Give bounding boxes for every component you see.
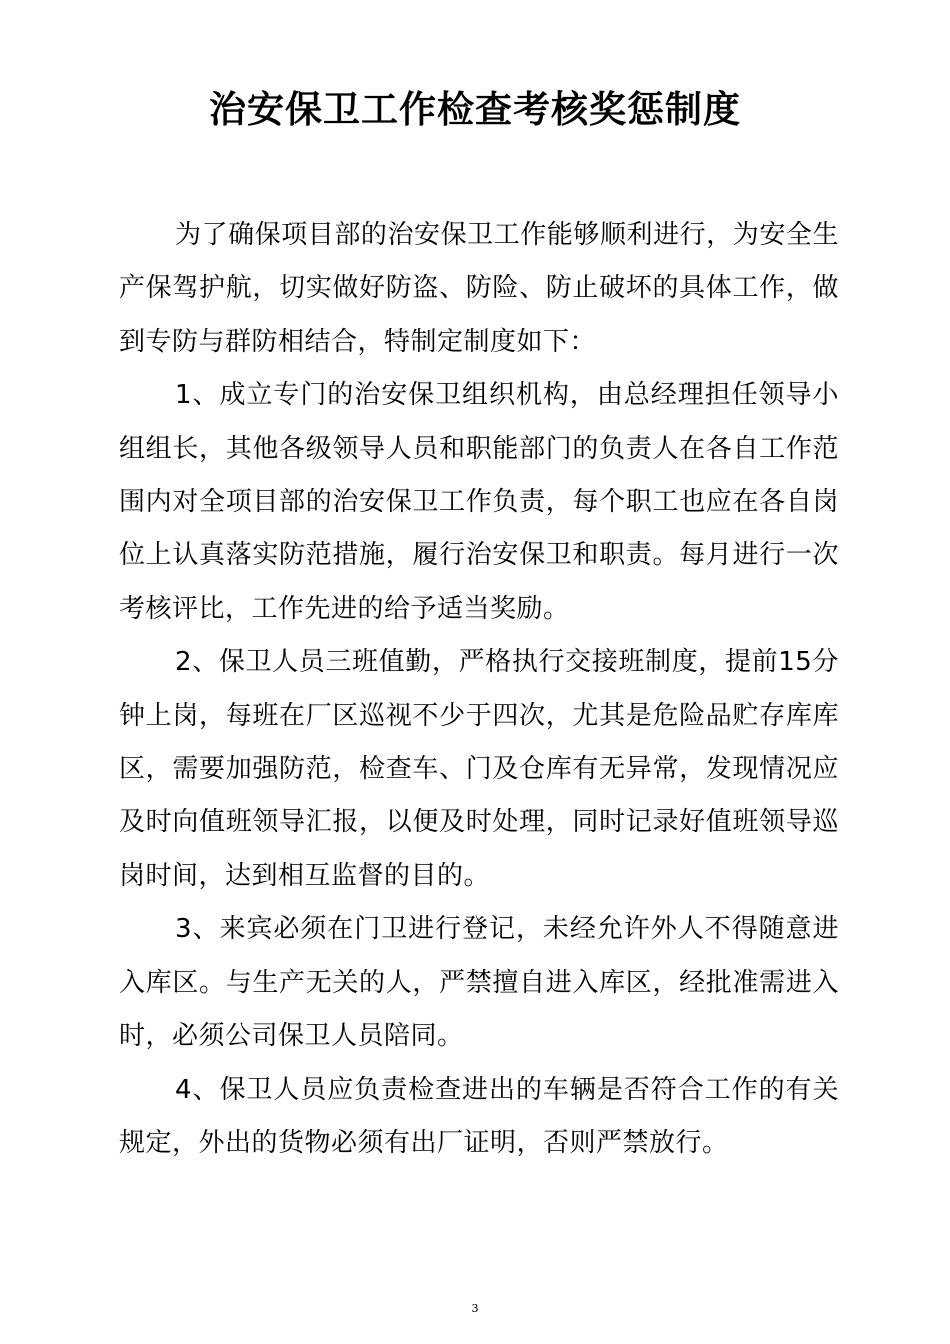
document-body xyxy=(119,209,839,1170)
clause-2-paragraph: 2、保卫人员三班值勤，严格执行交接班制度，提前15分钟上岗，每班在厂区巡视不少于四次，尤其是危险品贮存库库区，需要加强防范，检查车、门及仓库有无异常，发现情况应及时向值班领导汇报，以便及时处理，同时记录好值班领导巡岗时间，达到相互监督的目的。 xyxy=(119,647,839,891)
intro-paragraph: 为了确保项目部的治安保卫工作能够顺利进行，为安全生产保驾护航，切实做好防盗、防险、防止破坏的具体工作，做到专防与群防相结合，特制定制度如下： xyxy=(119,220,839,357)
clause-4-paragraph: 4、保卫人员应负责检查进出的车辆是否符合工作的有关规定，外出的货物必须有出厂证明，否则严禁放行。 xyxy=(119,1074,839,1158)
clause-1-paragraph: 1、成立专门的治安保卫组织机构，由总经理担任领导小组组长，其他各级领导人员和职能部门的负责人在各自工作范围内对全项目部的治安保卫工作负责，每个职工也应在各自岗位上认真落实防范措施，履行治安保卫和职责。每月进行一次考核评比，工作先进的给予适当奖励。 xyxy=(119,380,839,624)
clause-3-paragraph: 3、来宾必须在门卫进行登记，未经允许外人不得随意进入库区。与生产无关的人，严禁擅自进入库区，经批准需进入时，必须公司保卫人员陪同。 xyxy=(119,914,839,1052)
page-number: 3 xyxy=(471,1302,479,1315)
page-title: 治安保卫工作检查考核奖惩制度 xyxy=(209,88,741,131)
